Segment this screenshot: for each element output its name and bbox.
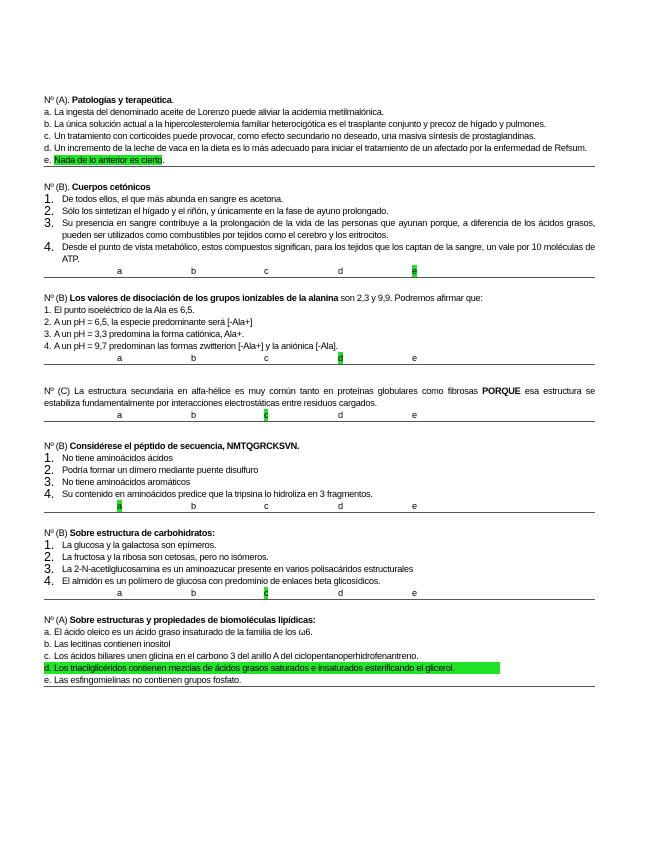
option-c: c. Un tratamiento con corticoides puede provocar, como efecto secundario no deseado, una masiva síntesis de prostaglandinas. xyxy=(44,131,536,141)
statement-3: 3. La 2-N-acetilglucosamina es un aminoazucar presente en varios polisacáridos estructurales xyxy=(44,562,414,576)
statement-1: 1. El punto isoeléctrico de la Ala es 6,5. xyxy=(44,305,195,315)
question-title: Los valores de disociación de los grupos ionizables de la alanina xyxy=(69,293,339,303)
question-header: Nº (B). Cuerpos cetónicos xyxy=(44,182,151,192)
answer-e-selected: e xyxy=(412,266,417,276)
answer-row xyxy=(44,409,595,421)
option-d-correct-highlight: d. Los triacilglicéridos contienen mezclas de ácidos grasos saturados e insaturados esterificando el glicerol. xyxy=(44,662,500,674)
answer-row xyxy=(44,352,595,364)
statement-2: 2. La fructosa y la ribosa son cetosas, pero no isómeros. xyxy=(44,550,269,564)
exam-page xyxy=(44,94,595,687)
statement-2: 2. Podría formar un dímero mediante puente disulfuro xyxy=(44,463,259,477)
option-a: a. La ingesta del denominado aceite de Lorenzo puede aliviar la acidemia metilmalónica. xyxy=(44,107,384,117)
question-6 xyxy=(44,527,595,600)
divider xyxy=(44,277,595,278)
answer-a-selected: a xyxy=(117,501,122,511)
answer-a: a xyxy=(117,266,122,276)
question-header: Nº (A) Sobre estructuras y propiedades de biomoléculas lipídicas: xyxy=(44,615,316,625)
answer-row xyxy=(44,500,595,512)
answer-a: a xyxy=(117,588,122,598)
divider xyxy=(44,512,595,513)
statement-2: 2. A un pH = 6,5, la especie predominante será [-Ala+] xyxy=(44,317,253,327)
question-5 xyxy=(44,440,595,513)
divider xyxy=(44,686,595,687)
statement-3: 3. A un pH = 3,3 predomina la forma catiónica, Ala+. xyxy=(44,329,244,339)
option-e: e. Nada de lo anterior es cierto. xyxy=(44,155,165,165)
divider xyxy=(44,166,595,167)
answer-row xyxy=(44,587,595,599)
option-d: d. Un incremento de la leche de vaca en la dieta es lo más adecuado para iniciar el tratamiento de un afectado por la enfermedad de Refsum. xyxy=(44,143,587,153)
answer-e: e xyxy=(412,410,417,420)
question-header: Nº (B) Los valores de disociación de los grupos ionizables de la alanina son 2,3 y 9,9. Podremos afirmar que: xyxy=(44,293,483,303)
question-1 xyxy=(44,94,595,167)
statement-4: 4. Desde el punto de vista metabólico, estos compuestos significan, para los tejidos que los captan de la sangre, un vale por 10 moléculas de ATP. xyxy=(44,240,595,264)
question-4 xyxy=(44,385,595,422)
answer-b: b xyxy=(191,266,196,276)
question-title: Cuerpos cetónicos xyxy=(71,182,151,192)
answer-d: d xyxy=(338,266,343,276)
option-b: b. La única solución actual a la hipercolesterolemia familiar heterocigótica es el trasplante conjunto y precoz de hígado y pulmones. xyxy=(44,119,546,129)
option-a: a. El ácido oleico es un ácido graso insaturado de la familia de los ω6. xyxy=(44,627,313,637)
answer-c: c xyxy=(264,266,269,276)
question-3 xyxy=(44,292,595,365)
question-2 xyxy=(44,181,595,278)
answer-b: b xyxy=(191,588,196,598)
statement-4: 4. A un pH = 9,7 predominan las formas zwitterion [-Ala+] y la aniónica [-Ala]. xyxy=(44,341,338,351)
option-b: b. Las lecitinas contienen inositol xyxy=(44,639,171,649)
statement-1: 1. No tiene aminoácidos ácidos xyxy=(44,451,173,465)
answer-e: e xyxy=(412,501,417,511)
option-c: c. Los ácidos biliares unen glicina en el carbono 3 del anillo A del ciclopentanoperhidrofenantreno. xyxy=(44,651,419,661)
statement-4: 4. El almidón es un polímero de glucosa con predominio de enlaces beta glicosídicos. xyxy=(44,574,381,588)
divider xyxy=(44,364,595,365)
question-header: Nº (A). Patologías y terapeútica. xyxy=(44,95,174,105)
statement-3: 3. No tiene aminoácidos aromáticos xyxy=(44,475,191,489)
answer-e: e xyxy=(412,588,417,598)
divider xyxy=(44,421,595,422)
answer-c-selected: c xyxy=(264,410,269,420)
answer-d: d xyxy=(338,410,343,420)
question-title: Considérese el péptido de secuencia, NMTQGRCKSVN. xyxy=(69,441,300,451)
statement-1: 1. La glucosa y la galactosa son epímeros. xyxy=(44,538,217,552)
answer-a: a xyxy=(117,410,122,420)
answer-row xyxy=(44,265,595,277)
question-header: Nº (C) La estructura secundaria en alfa-hélice es muy común tanto en proteínas globulares como fibrosas PORQUE esa estructura se estabiliza fundamentalmente por interacciones electrostáticas entre residuos cargados. xyxy=(44,386,595,408)
correct-answer-highlight: Nada de lo anterior es cierto xyxy=(54,155,163,165)
statement-4: 4. Su contenido en aminoácidos predice que la tripsina lo hidroliza en 3 fragmentos. xyxy=(44,487,373,501)
question-title: Sobre estructura de carbohidratos: xyxy=(69,528,215,538)
answer-d: d xyxy=(338,588,343,598)
statement-1: 1. De todos ellos, el que más abunda en sangre es acetona. xyxy=(44,192,284,206)
question-header: Nº (B) Sobre estructura de carbohidratos: xyxy=(44,528,215,538)
answer-d: d xyxy=(338,501,343,511)
answer-b: b xyxy=(191,353,196,363)
answer-b: b xyxy=(191,501,196,511)
question-title: Patologías y terapeútica xyxy=(71,95,172,105)
answer-c-selected: c xyxy=(264,588,269,598)
question-keyword: PORQUE xyxy=(482,386,521,396)
divider xyxy=(44,599,595,600)
answer-c: c xyxy=(264,501,269,511)
question-header: Nº (B) Considérese el péptido de secuencia, NMTQGRCKSVN. xyxy=(44,441,300,451)
statement-3: 3. Su presencia en sangre contribuye a la prolongación de la vida de las personas que ayunan porque, a diferencia de los ácidos grasos, pueden ser utilizados como combustibles por tejidos como el cerebro y los eritrocitos. xyxy=(44,216,595,240)
answer-c: c xyxy=(264,353,269,363)
statement-2: 2. Sólo los sintetizan el hígado y el riñón, y únicamente en la fase de ayuno prolongado. xyxy=(44,204,389,218)
question-7 xyxy=(44,614,595,687)
answer-b: b xyxy=(191,410,196,420)
question-title: Sobre estructuras y propiedades de biomoléculas lipídicas: xyxy=(69,615,316,625)
answer-d-selected: d xyxy=(338,353,343,363)
answer-e: e xyxy=(412,353,417,363)
option-e: e. Las esfingomielinas no contienen grupos fosfato. xyxy=(44,675,242,685)
answer-a: a xyxy=(117,353,122,363)
